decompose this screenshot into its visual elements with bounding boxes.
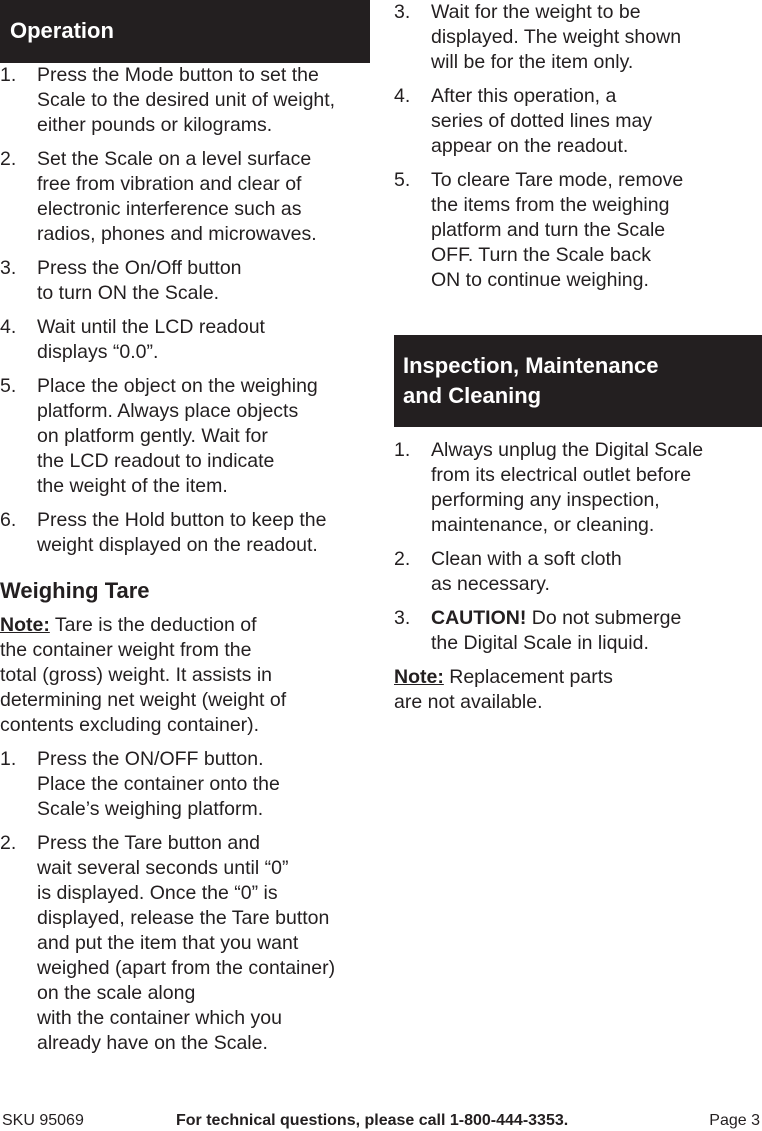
page-footer xyxy=(0,1111,762,1131)
inspection-steps xyxy=(394,438,762,656)
right-column xyxy=(394,0,762,724)
tare-note xyxy=(0,613,370,738)
tare-note-text: Tare is the deduction of the container weight from the total (gross) weight. It assists in determining net weight (weight of contents excluding container). xyxy=(0,614,287,736)
tare-step-4: 4. After this operation, a series of dotted lines may appear on the readout. xyxy=(394,85,653,157)
caution-label: CAUTION! xyxy=(431,607,527,629)
footer-tech-support: For technical questions, please call 1-800-444-3353. xyxy=(176,1112,569,1129)
tare-step-1: 1. Press the ON/OFF button. Place the container onto the Scale’s weighing platform. xyxy=(0,748,280,820)
inspection-note xyxy=(394,665,762,715)
operation-title: Operation xyxy=(10,18,114,43)
tare-steps-left xyxy=(0,747,370,1056)
tare-step-3: 3. Wait for the weight to be displayed. The weight shown will be for the item only. xyxy=(394,1,682,73)
weighing-tare-heading: Weighing Tare xyxy=(0,578,150,603)
inspection-step-3: 3. CAUTION! Do not submerge the Digital Scale in liquid. xyxy=(394,607,682,654)
inspection-heading xyxy=(394,335,762,427)
inspection-note-label: Note: xyxy=(394,666,444,688)
inspection-step-1: 1. Always unplug the Digital Scale from its electrical outlet before performing any inspection, maintenance, or cleaning. xyxy=(394,439,704,536)
operation-step-4: 4. Wait until the LCD readout displays “0.0”. xyxy=(0,316,265,363)
operation-step-3: 3. Press the On/Off button to turn ON the Scale. xyxy=(0,257,242,304)
operation-step-5: 5. Place the object on the weighing platform. Always place objects on platform gently. Wait for the LCD readout to indicate the weight of the item. xyxy=(0,375,318,497)
inspection-title: Inspection, Maintenance and Cleaning xyxy=(403,353,659,408)
tare-step-5: 5. To cleare Tare mode, remove the items from the weighing platform and turn the Scale OFF. Turn the Scale back ON to continue weighing. xyxy=(394,169,684,291)
operation-steps xyxy=(0,63,370,558)
operation-step-6: 6. Press the Hold button to keep the weight displayed on the readout. xyxy=(0,509,327,556)
inspection-step-2: 2. Clean with a soft cloth as necessary. xyxy=(394,548,622,595)
left-column xyxy=(0,0,370,1065)
operation-step-2: 2. Set the Scale on a level surface free from vibration and clear of electronic interference such as radios, phones and microwaves. xyxy=(0,148,317,245)
footer-sku: SKU 95069 xyxy=(2,1112,84,1129)
tare-note-label: Note: xyxy=(0,614,50,636)
operation-heading xyxy=(0,0,370,63)
tare-step-2: 2. Press the Tare button and wait several seconds until “0” is displayed. Once the “0” is displayed, release the Tare button and put the item that you want weighed (apart from the container) on the scale along with the container which you already have on the Scale. xyxy=(0,832,336,1054)
inspection-note-text: Replacement parts are not available. xyxy=(394,666,613,713)
operation-step-1: 1. Press the Mode button to set the Scale to the desired unit of weight, either pounds or kilograms. xyxy=(0,64,336,136)
tare-steps-right xyxy=(394,0,762,293)
footer-page-number: Page 3 xyxy=(709,1112,760,1129)
caution-text: Do not submerge the Digital Scale in liquid. xyxy=(431,607,682,654)
